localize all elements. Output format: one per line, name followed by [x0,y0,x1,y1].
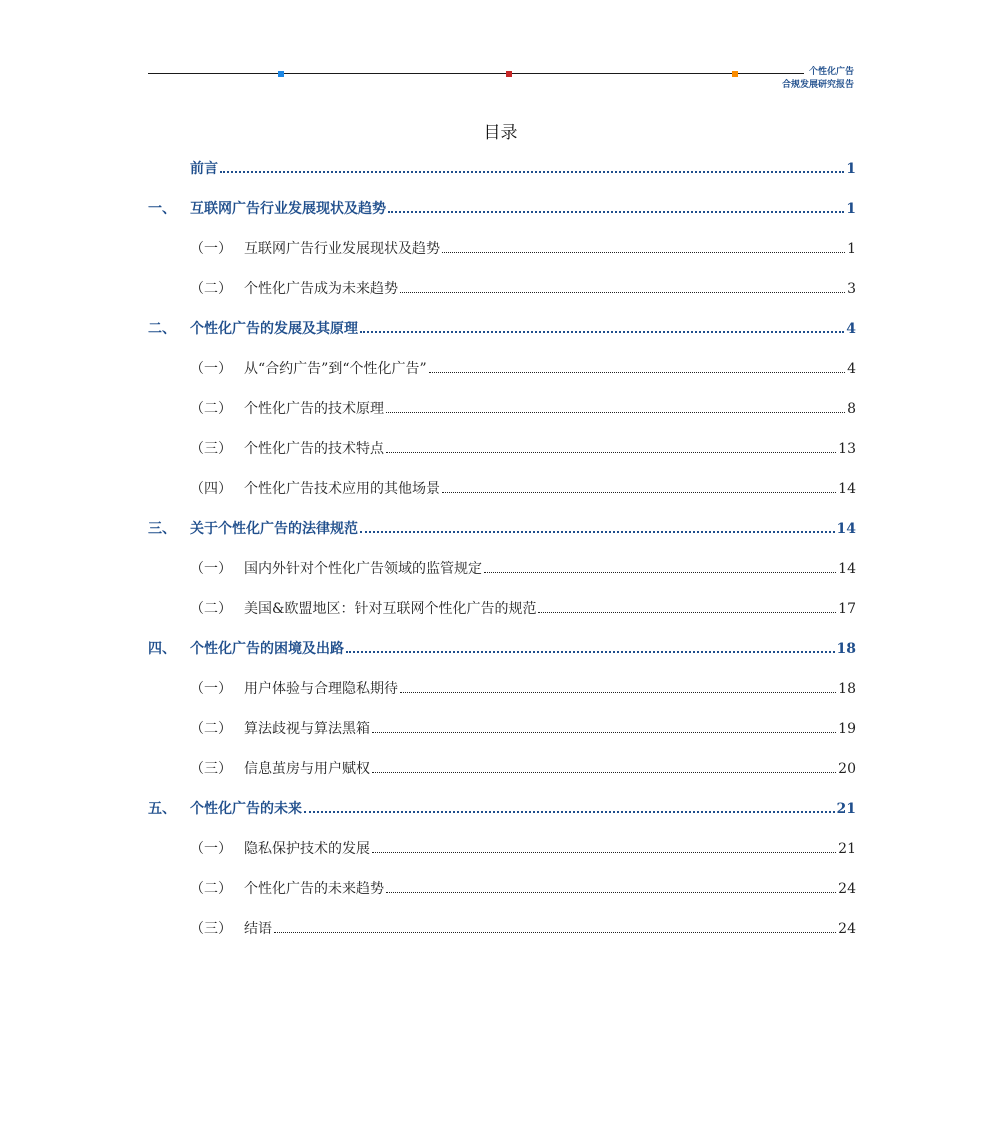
toc-section-entry[interactable] [148,599,856,619]
toc-dot-leader [442,480,836,493]
toc-section-entry[interactable] [148,679,856,699]
toc-dot-leader [220,159,844,173]
toc-entry-label: 个性化广告的未来 [190,801,302,817]
toc-entry-label: 用户体验与合理隐私期待 [244,681,398,697]
header-marker-orange [732,71,738,77]
toc-entry-label: 个性化广告技术应用的其他场景 [244,481,440,497]
toc-chapter-entry[interactable] [148,319,856,339]
toc-page-number: 18 [838,681,856,697]
toc-entry-label: 国内外针对个性化广告领域的监管规定 [244,561,482,577]
toc-dot-leader [274,920,836,933]
toc-section-entry[interactable] [148,399,856,419]
toc-page-number: 14 [838,561,856,577]
toc-entry-number: （一） [190,361,232,377]
toc-entry-label: 个性化广告的发展及其原理 [190,321,358,337]
toc-entry-number: 五、 [148,801,176,817]
toc-entry-number: （一） [190,681,232,697]
toc-dot-leader [346,639,835,653]
toc-page-number: 14 [838,481,856,497]
toc-dot-leader [400,280,845,293]
header-title-line2: 合规发展研究报告 [781,80,854,90]
toc-entry-label: 互联网广告行业发展现状及趋势 [190,201,386,217]
toc-chapter-entry[interactable] [148,639,856,659]
toc-dot-leader [372,760,836,773]
toc-entry-number: （一） [190,241,232,257]
toc-chapter-entry[interactable] [148,519,856,539]
toc-chapter-entry[interactable] [148,799,856,819]
toc-dot-leader [484,560,836,573]
toc-entry-number: （一） [190,841,232,857]
toc-page-number: 19 [838,721,856,737]
toc-section-entry[interactable] [148,719,856,739]
toc-entry-number: 一、 [148,201,176,217]
toc-page-number: 1 [846,201,856,217]
toc-section-entry[interactable] [148,919,856,939]
header-title-line1: 个性化广告 [808,67,854,77]
header-marker-blue [278,71,284,77]
toc-section-entry[interactable] [148,279,856,299]
toc-chapter-entry[interactable] [148,159,856,179]
toc-page-number: 14 [836,521,856,537]
toc-section-entry[interactable] [148,479,856,499]
toc-dot-leader [360,519,835,533]
toc-entry-number: （一） [190,561,232,577]
toc-entry-label: 个性化广告的技术原理 [244,401,384,417]
toc-entry-number: （二） [190,601,232,617]
toc-chapter-entry[interactable] [148,199,856,219]
toc-section-entry[interactable] [148,359,856,379]
toc-title: 目录 [483,123,518,143]
toc-page-number: 4 [846,321,856,337]
toc-entry-number: 四、 [148,641,176,657]
toc-entry-number: （三） [190,441,232,457]
toc-page-number: 17 [838,601,856,617]
toc-page-number: 3 [847,281,856,297]
toc-entry-number: （二） [190,721,232,737]
toc-entry-label: 个性化广告的技术特点 [244,441,384,457]
toc-entry-label: 互联网广告行业发展现状及趋势 [244,241,440,257]
toc-entry-label: 前言 [190,161,218,177]
toc-page-number: 13 [838,441,856,457]
toc-entry-label: 关于个性化广告的法律规范 [190,521,358,537]
toc-entry-number: （三） [190,761,232,777]
toc-section-entry[interactable] [148,439,856,459]
toc-entry-label: 从“合约广告”到“个性化广告” [244,361,427,377]
toc-entry-label: 个性化广告的困境及出路 [190,641,344,657]
toc-dot-leader [386,400,845,413]
toc-entry-number: （四） [190,481,232,497]
toc-entry-number: （二） [190,401,232,417]
toc-section-entry[interactable] [148,759,856,779]
toc-page-number: 8 [847,401,856,417]
toc-entry-label: 个性化广告的未来趋势 [244,881,384,897]
toc-page-number: 4 [847,361,856,377]
toc-dot-leader [304,799,835,813]
toc-dot-leader [360,319,844,333]
toc-page-number: 24 [838,881,856,897]
toc-page-number: 18 [836,641,856,657]
toc-entry-label: 个性化广告成为未来趋势 [244,281,398,297]
toc-entry-label: 美国&欧盟地区：针对互联网个性化广告的规范 [244,601,537,617]
toc-dot-leader [372,840,836,853]
toc-page-number: 21 [838,841,856,857]
toc-entry-number: 三、 [148,521,176,537]
toc-entry-label: 隐私保护技术的发展 [244,841,370,857]
report-header-title [760,66,854,92]
toc-dot-leader [386,880,836,893]
toc-entry-label: 信息茧房与用户赋权 [244,761,370,777]
toc-dot-leader [388,199,844,213]
toc-entry-number: （二） [190,881,232,897]
header-rule [148,73,804,74]
toc-page-number: 1 [847,241,856,257]
toc-dot-leader [386,440,836,453]
toc-entry-label: 结语 [244,921,272,937]
toc-dot-leader [372,720,836,733]
toc-page-number: 1 [846,161,856,177]
toc-section-entry[interactable] [148,239,856,259]
header-marker-red [506,71,512,77]
toc-dot-leader [442,240,845,253]
toc-page-number: 20 [838,761,856,777]
toc-page-number: 21 [836,801,856,817]
toc-dot-leader [400,680,836,693]
toc-entry-number: 二、 [148,321,176,337]
toc-entry-label: 算法歧视与算法黑箱 [244,721,370,737]
toc-page-number: 24 [838,921,856,937]
toc-section-entry[interactable] [148,559,856,579]
toc-entry-number: （三） [190,921,232,937]
toc-section-entry[interactable] [148,839,856,859]
toc-section-entry[interactable] [148,879,856,899]
toc-dot-leader [538,600,836,613]
toc-entry-number: （二） [190,281,232,297]
toc-dot-leader [429,360,845,373]
